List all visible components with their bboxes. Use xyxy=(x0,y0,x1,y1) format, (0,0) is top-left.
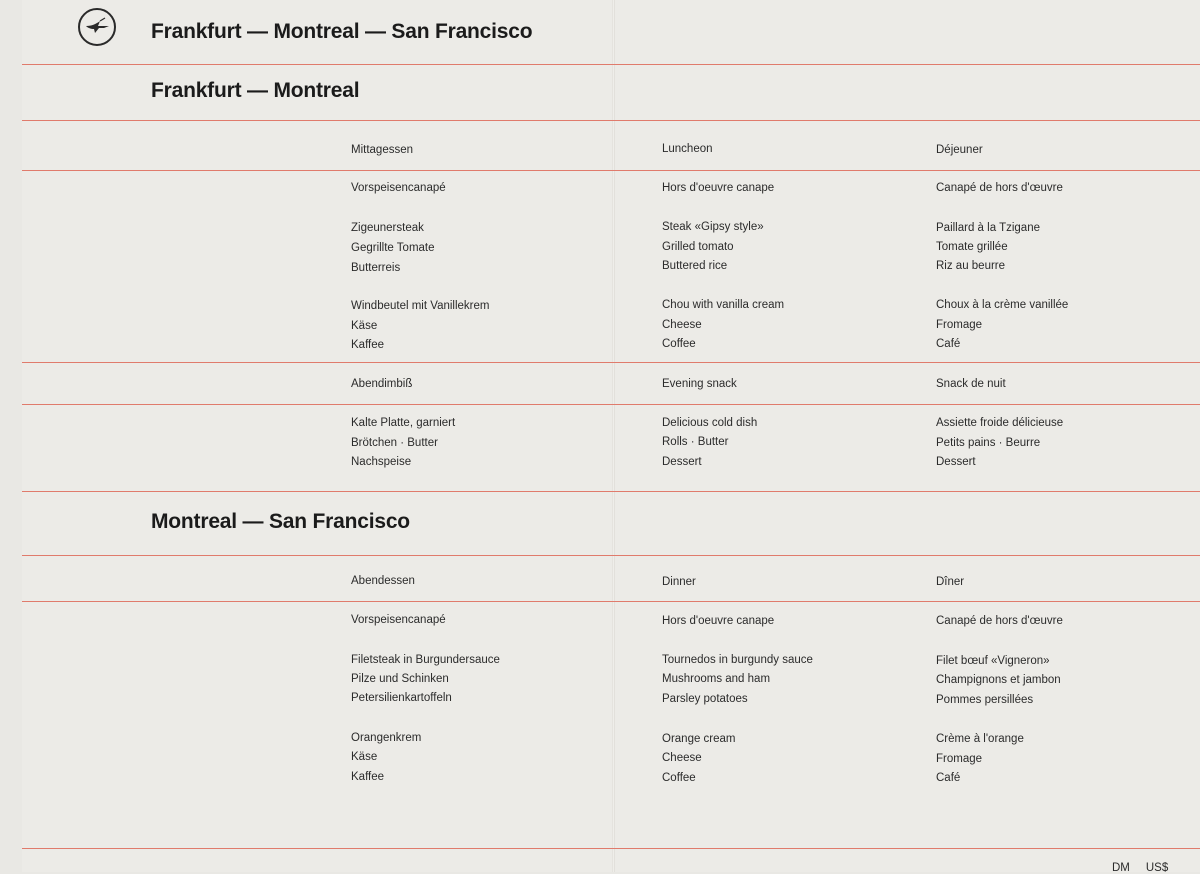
menu-item: Petits pains · Beurre xyxy=(936,437,1041,449)
menu-item: Käse xyxy=(351,320,378,332)
menu-item: Café xyxy=(936,772,961,784)
menu-item: Petersilienkartoffeln xyxy=(351,692,452,704)
menu-item: Champignons et jambon xyxy=(936,674,1061,686)
divider xyxy=(22,404,1200,405)
menu-item: Butterreis xyxy=(351,262,401,274)
menu-item: Crème à l'orange xyxy=(936,733,1024,745)
menu-item: Fromage xyxy=(936,753,983,765)
section-title-frankfurt-montreal: Frankfurt — Montreal xyxy=(151,79,360,102)
currency-header: DM US$ xyxy=(1112,862,1169,874)
meal-heading-de: Abendimbiß xyxy=(351,378,413,390)
lufthansa-crane-icon xyxy=(78,8,116,46)
menu-item: Vorspeisencanapé xyxy=(351,614,446,626)
menu-item: Assiette froide délicieuse xyxy=(936,417,1064,429)
menu-item: Parsley potatoes xyxy=(662,693,748,705)
section-title-montreal-san-francisco: Montreal — San Francisco xyxy=(151,510,410,533)
menu-item: Tournedos in burgundy sauce xyxy=(662,654,813,666)
menu-item: Orangenkrem xyxy=(351,732,422,744)
meal-heading-en: Evening snack xyxy=(662,378,737,390)
meal-heading-de: Abendessen xyxy=(351,575,415,587)
menu-item: Kaffee xyxy=(351,339,385,351)
menu-item: Cheese xyxy=(662,752,702,764)
menu-item: Coffee xyxy=(662,772,696,784)
menu-item: Dessert xyxy=(936,456,976,468)
menu-item: Choux à la crème vanillée xyxy=(936,299,1069,311)
menu-item: Café xyxy=(936,338,961,350)
menu-item: Dessert xyxy=(662,456,702,468)
menu-item: Windbeutel mit Vanillekrem xyxy=(351,300,490,312)
divider xyxy=(22,848,1200,849)
menu-item: Nachspeise xyxy=(351,456,412,468)
menu-item: Coffee xyxy=(662,338,696,350)
menu-item: Filet bœuf «Vigneron» xyxy=(936,655,1050,667)
menu-item: Pommes persillées xyxy=(936,694,1034,706)
menu-item: Cheese xyxy=(662,319,702,331)
menu-item: Tomate grillée xyxy=(936,241,1008,253)
meal-heading-en: Luncheon xyxy=(662,143,713,155)
meal-heading-en: Dinner xyxy=(662,576,696,588)
menu-item: Rolls · Butter xyxy=(662,436,729,448)
menu-item: Canapé de hors d'œuvre xyxy=(936,182,1063,194)
menu-item: Canapé de hors d'œuvre xyxy=(936,615,1063,627)
menu-item: Buttered rice xyxy=(662,260,728,272)
menu-item: Vorspeisencanapé xyxy=(351,182,446,194)
menu-item: Käse xyxy=(351,751,378,763)
menu-item: Hors d'oeuvre canape xyxy=(662,182,775,194)
menu-item: Hors d'oeuvre canape xyxy=(662,615,775,627)
divider xyxy=(22,491,1200,492)
menu-item: Brötchen · Butter xyxy=(351,437,438,449)
menu-item: Chou with vanilla cream xyxy=(662,299,785,311)
menu-item: Fromage xyxy=(936,319,983,331)
meal-heading-de: Mittagessen xyxy=(351,144,414,156)
menu-item: Orange cream xyxy=(662,733,736,745)
menu-item: Grilled tomato xyxy=(662,241,734,253)
menu-item: Steak «Gipsy style» xyxy=(662,221,764,233)
menu-item: Gegrillte Tomate xyxy=(351,242,435,254)
meal-heading-fr: Snack de nuit xyxy=(936,378,1006,390)
menu-item: Delicious cold dish xyxy=(662,417,758,429)
meal-heading-fr: Dîner xyxy=(936,576,965,588)
divider xyxy=(22,120,1200,121)
divider xyxy=(22,362,1200,363)
divider xyxy=(22,601,1200,602)
route-title: Frankfurt — Montreal — San Francisco xyxy=(151,20,533,43)
menu-item: Riz au beurre xyxy=(936,260,1006,272)
menu-item: Mushrooms and ham xyxy=(662,673,771,685)
menu-item: Filetsteak in Burgundersauce xyxy=(351,654,500,666)
menu-item: Pilze und Schinken xyxy=(351,673,449,685)
menu-item: Zigeunersteak xyxy=(351,222,424,234)
divider xyxy=(22,170,1200,171)
divider xyxy=(22,555,1200,556)
menu-item: Kalte Platte, garniert xyxy=(351,417,456,429)
meal-heading-fr: Déjeuner xyxy=(936,144,983,156)
page-fold xyxy=(612,0,615,872)
menu-item: Kaffee xyxy=(351,771,385,783)
menu-item: Paillard à la Tzigane xyxy=(936,222,1040,234)
divider xyxy=(22,64,1200,65)
